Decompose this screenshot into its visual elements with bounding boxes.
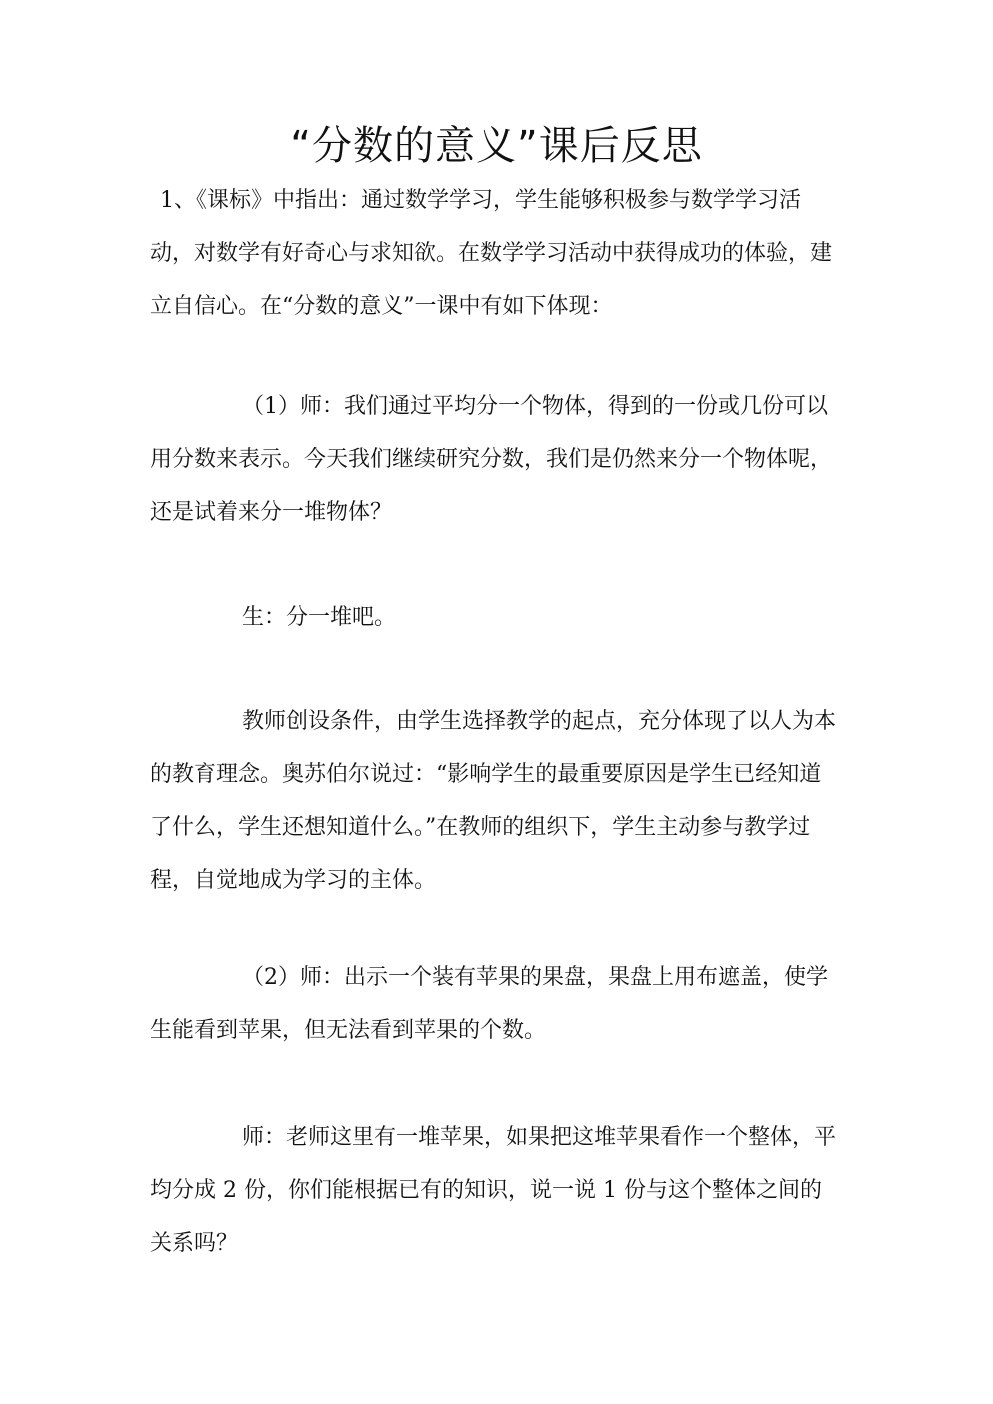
page-title: “分数的意义”课后反思 (290, 123, 703, 169)
paragraph-2: （1）师：我们通过平均分一个物体，得到的一份或几份可以用分数来表示。今天我们继续研究分数，我们是仍然来分一个物体呢，还是试着来分一堆物体？ (150, 394, 833, 525)
paragraph-6: 师：老师这里有一堆苹果，如果把这堆苹果看作一个整体，平均分成 2 份，你们能根据已有的知识，说一说 1 份与这个整体之间的关系吗？ (150, 1125, 837, 1256)
paragraph-5: （2）师：出示一个装有苹果的果盘，果盘上用布遮盖，使学生能看到苹果，但无法看到苹果的个数。 (150, 965, 828, 1043)
paragraph-4: 教师创设条件，由学生选择教学的起点，充分体现了以人为本的教育理念。奥苏伯尔说过：“影响学生的最重要原因是学生已经知道了什么，学生还想知道什么。”在教师的组织下，学生主动参与教学过程，自觉地成为学习的主体。 (150, 709, 837, 893)
paragraph-1 (150, 174, 840, 333)
paragraph-3: 生：分一堆吧。 (242, 605, 397, 630)
paragraph-1-text: 1、《课标》中指出：通过数学学习，学生能够积极参与数学学习活动，对数学有好奇心与求知欲。在数学学习活动中获得成功的体验，建立自信心。在“分数的意义”一课中有如下体现： (150, 188, 833, 319)
